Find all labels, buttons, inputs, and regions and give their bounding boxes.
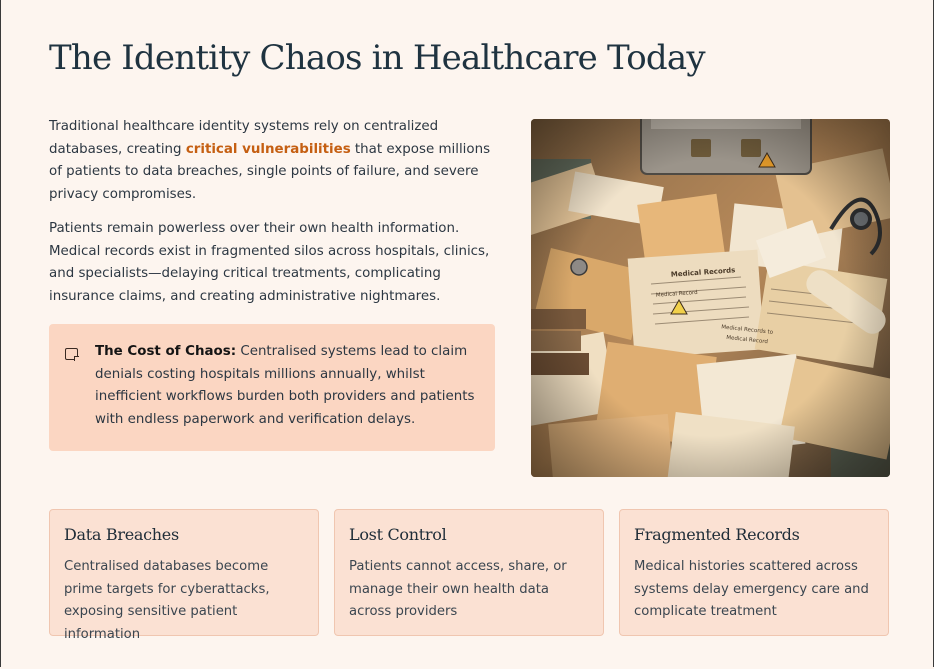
card-title: Lost Control	[349, 525, 447, 544]
intro-paragraph-2: Patients remain powerless over their own health information. Medical records exist in fragmented silos across hospitals, clinics, and specialists—delaying critical treatments, complicating insurance claims, and creating administrative nightmares.	[49, 221, 490, 304]
callout-body: Centralised systems lead to claim denials costing hospitals millions annually, whilst inefficient workflows burden both providers and patients with endless paperwork and verification delays.	[95, 344, 475, 427]
card-title: Data Breaches	[64, 525, 179, 544]
card-text: Patients cannot access, share, or manage their own health data across providers	[349, 559, 567, 620]
medical-records-chaos-image	[531, 119, 890, 477]
page-title: The Identity Chaos in Healthcare Today	[49, 38, 705, 78]
intro-p1-text-start: Traditional healthcare identity systems rely on centralized databases, creating	[49, 119, 439, 157]
note-icon	[65, 348, 78, 360]
lost-control-card	[334, 509, 604, 636]
callout-label: The Cost of Chaos:	[95, 344, 237, 359]
card-title: Fragmented Records	[634, 525, 800, 544]
intro-paragraph-1	[49, 116, 499, 206]
critical-vulnerabilities-highlight: critical vulnerabilities	[185, 141, 351, 157]
records-illustration	[531, 119, 890, 477]
data-breaches-card	[49, 509, 319, 642]
callout-text	[95, 341, 485, 431]
card-text: Medical histories scattered across systems delay emergency care and complicate treatment	[634, 559, 869, 620]
intro-p1-text-end: that expose millions of patients to data breaches, single points of failure, and severe privacy compromises.	[49, 141, 491, 202]
cost-of-chaos-callout	[49, 324, 495, 451]
fragmented-records-card	[619, 509, 889, 636]
card-text: Centralised databases become prime targets for cyberattacks, exposing sensitive patient information	[64, 559, 270, 642]
